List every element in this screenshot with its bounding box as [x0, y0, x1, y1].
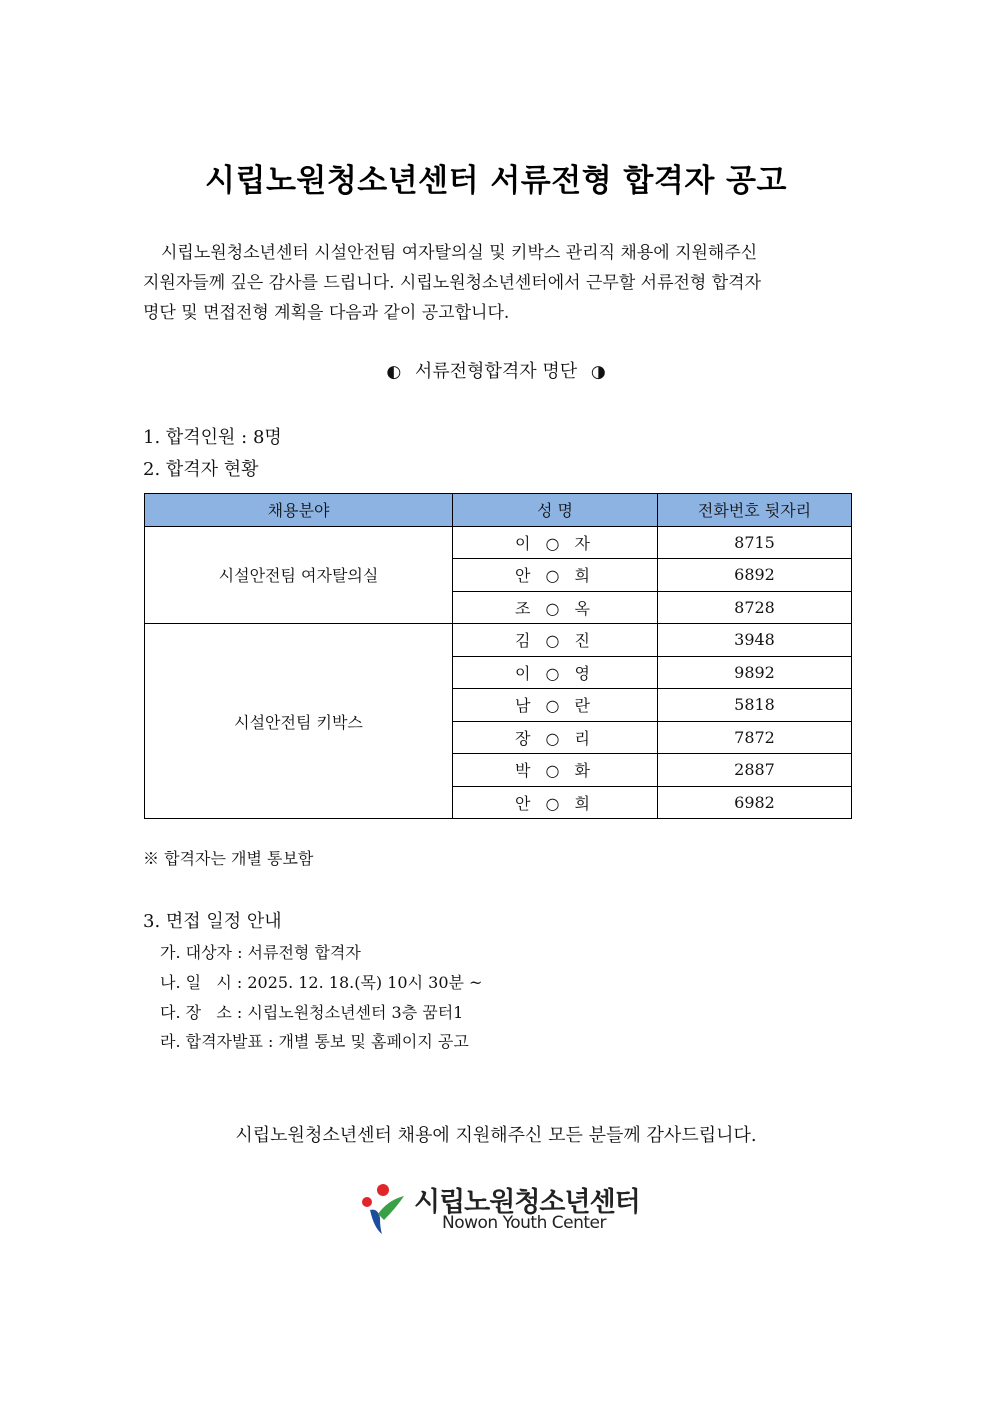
schedule-item-target: 가. 대상자 : 서류전형 합격자	[160, 943, 361, 962]
intro-line-2: 지원자들께 깊은 감사를 드립니다. 시립노원청소년센터에서 근무할 서류전형 합격자	[143, 273, 761, 293]
name-cell: 김 ○ 진	[453, 624, 658, 657]
phone-cell: 9892	[658, 656, 852, 689]
half-circle-left-icon: ◐	[386, 362, 402, 382]
name-cell: 안 ○ 희	[453, 786, 658, 819]
header-field: 채용분야	[145, 494, 453, 527]
phone-cell: 7872	[658, 721, 852, 754]
intro-paragraph	[143, 238, 851, 328]
header-phone: 전화번호 뒷자리	[658, 494, 852, 527]
table-header-row	[145, 494, 852, 527]
phone-cell: 3948	[658, 624, 852, 657]
field-cell: 시설안전팀 여자탈의실	[145, 526, 453, 624]
name-cell: 이 ○ 영	[453, 656, 658, 689]
table-row	[145, 526, 852, 559]
name-cell: 이 ○ 자	[453, 526, 658, 559]
pass-status-heading: 2. 합격자 현황	[143, 459, 259, 480]
phone-cell: 5818	[658, 689, 852, 722]
pass-table	[144, 493, 852, 819]
center-logo	[358, 1180, 648, 1240]
name-cell: 박 ○ 화	[453, 754, 658, 787]
phone-cell: 8728	[658, 591, 852, 624]
schedule-item-announcement: 라. 합격자발표 : 개별 통보 및 홈페이지 공고	[160, 1032, 469, 1051]
intro-line-3: 명단 및 면접전형 계획을 다음과 같이 공고합니다.	[143, 303, 510, 323]
half-circle-right-icon: ◑	[590, 362, 606, 382]
field-cell: 시설안전팀 키박스	[145, 624, 453, 819]
phone-cell: 8715	[658, 526, 852, 559]
phone-cell: 6892	[658, 559, 852, 592]
name-cell: 조 ○ 옥	[453, 591, 658, 624]
section-heading-text: 서류전형합격자 명단	[414, 361, 578, 382]
schedule-item-location: 다. 장 소 : 시립노원청소년센터 3층 꿈터1	[160, 1003, 464, 1022]
pass-count: 1. 합격인원 : 8명	[143, 427, 282, 448]
table-row	[145, 624, 852, 657]
closing-message: 시립노원청소년센터 채용에 지원해주신 모든 분들께 감사드립니다.	[235, 1125, 757, 1146]
schedule-item-datetime: 나. 일 시 : 2025. 12. 18.(목) 10시 30분 ~	[160, 973, 483, 992]
interview-heading: 3. 면접 일정 안내	[143, 911, 282, 932]
notification-note: ※ 합격자는 개별 통보함	[143, 849, 314, 868]
logo-name-english: Nowon Youth Center	[442, 1213, 606, 1233]
name-cell: 남 ○ 란	[453, 689, 658, 722]
phone-cell: 6982	[658, 786, 852, 819]
section-heading	[0, 357, 992, 383]
header-name: 성 명	[453, 494, 658, 527]
name-cell: 장 ○ 리	[453, 721, 658, 754]
phone-cell: 2887	[658, 754, 852, 787]
name-cell: 안 ○ 희	[453, 559, 658, 592]
page-title: 시립노원청소년센터 서류전형 합격자 공고	[205, 163, 787, 199]
intro-line-1: 시립노원청소년센터 시설안전팀 여자탈의실 및 키박스 관리직 채용에 지원해주신	[161, 243, 758, 263]
nowon-youth-emblem-icon	[358, 1182, 412, 1236]
logo-name-korean: 시립노원청소년센터	[414, 1187, 640, 1218]
